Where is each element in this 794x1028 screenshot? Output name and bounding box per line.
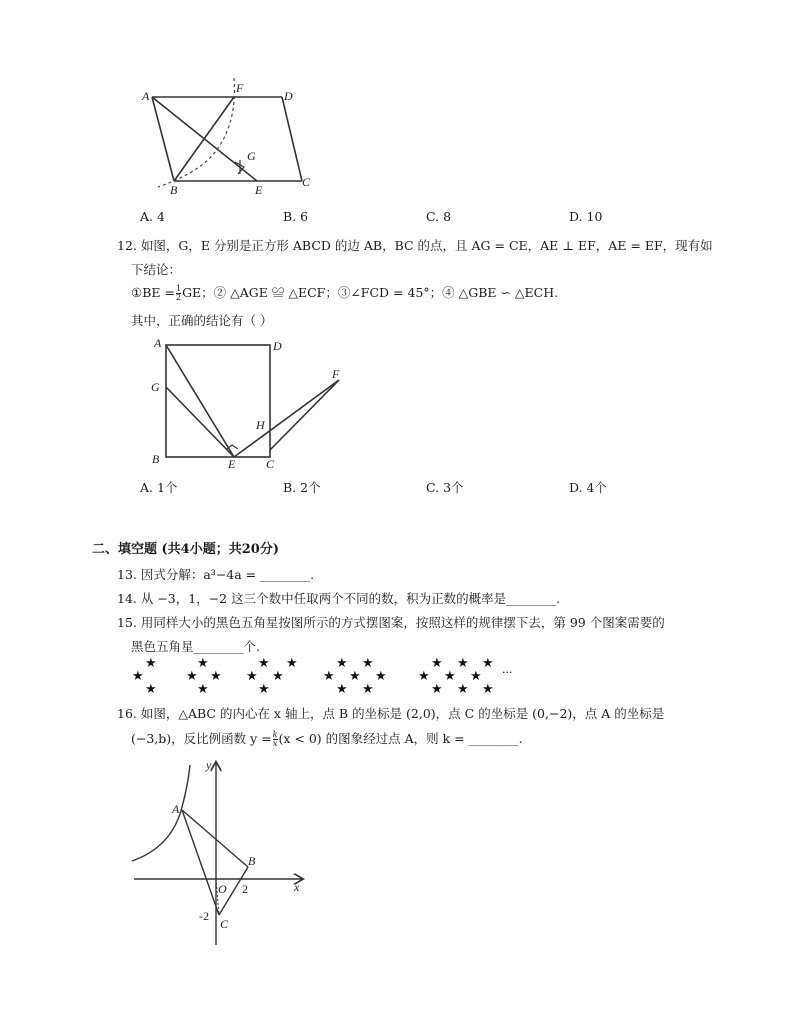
tick-2: 2: [242, 882, 248, 896]
q12-option-a: A. 1个: [140, 480, 178, 495]
label-A: A: [154, 336, 162, 350]
label-F: F: [332, 367, 340, 381]
q14-text: 14. 从 −3，1，−2 这三个数中任取两个不同的数，积为正数的概率是________.: [117, 591, 561, 606]
ellipsis: ···: [502, 666, 513, 679]
q15-line2: 黑色五角星________个.: [131, 639, 260, 654]
star-icon: ★: [336, 656, 348, 671]
q16-line2-b: (x < 0) 的图象经过点 A，则 k = ________.: [278, 731, 523, 746]
label-D: D: [284, 89, 293, 103]
star-icon: ★: [362, 682, 374, 697]
frac-num: 1: [175, 284, 182, 293]
q16-line1: 16. 如图，△ABC 的内心在 x 轴上，点 B 的坐标是 (2,0)，点 C 的坐标是 (0,−2)，点 A 的坐标是: [117, 706, 665, 721]
q12-line1: 12. 如图，G，E 分别是正方形 ABCD 的边 AB，BC 的点，且 AG = CE，AE ⊥ EF，AE = EF，现有如: [117, 238, 713, 253]
section-heading: 二、填空题 (共4小题；共20分): [92, 542, 279, 557]
star-icon: ★: [431, 682, 443, 697]
star-icon: ★: [286, 656, 298, 671]
label-B: B: [170, 183, 178, 197]
q12-line4: 其中，正确的结论有（ ）: [131, 313, 273, 328]
frac-den: x: [272, 739, 278, 748]
label-B: B: [248, 854, 256, 868]
star-icon: ★: [132, 669, 144, 684]
label-x-axis: x: [294, 880, 300, 894]
label-G: G: [247, 149, 256, 163]
star-icon: ★: [470, 669, 482, 684]
coordinate-figure: [122, 755, 322, 955]
label-C: C: [220, 917, 229, 931]
label-y-axis: y: [206, 758, 212, 772]
q11-option-d: D. 10: [569, 209, 603, 224]
star-icon: ★: [186, 669, 198, 684]
star-icon: ★: [258, 656, 270, 671]
label-E: E: [255, 183, 263, 197]
label-G: G: [151, 380, 160, 394]
label-C: C: [266, 457, 275, 470]
star-icon: ★: [145, 682, 157, 697]
star-icon: ★: [457, 656, 469, 671]
q11-option-b: B. 6: [283, 209, 309, 224]
q12-option-d: D. 4个: [569, 480, 607, 495]
star-icon: ★: [482, 656, 494, 671]
star-icon: ★: [362, 656, 374, 671]
q16-line2-a: (−3,b)，反比例函数 y =: [131, 731, 272, 746]
q13-text: 13. 因式分解：a³−4a = ________.: [117, 567, 315, 582]
q12-option-b: B. 2个: [283, 480, 321, 495]
star-icon: ★: [272, 669, 284, 684]
label-H: H: [256, 418, 265, 432]
star-icon: ★: [431, 656, 443, 671]
q15-line1: 15. 用同样大小的黑色五角星按图所示的方式摆图案，按照这样的规律摆下去，第 99 个图案需要的: [117, 615, 665, 630]
star-icon: ★: [323, 669, 335, 684]
label-B: B: [152, 452, 160, 466]
q12-option-c: C. 3个: [426, 480, 464, 495]
label-O: O: [218, 882, 227, 896]
star-icon: ★: [349, 669, 361, 684]
star-icon: ★: [336, 682, 348, 697]
tick-neg2: -2: [199, 909, 209, 923]
star-icon: ★: [457, 682, 469, 697]
label-D: D: [273, 339, 282, 353]
star-icon: ★: [418, 669, 430, 684]
label-F: F: [236, 81, 244, 95]
star-icon: ★: [258, 682, 270, 697]
k-over-x-fraction: [273, 731, 278, 748]
label-A: A: [172, 802, 180, 816]
star-icon: ★: [210, 669, 222, 684]
q16-line2: [131, 729, 523, 748]
label-A: A: [142, 89, 150, 103]
frac-num: k: [272, 730, 278, 739]
star-icon: ★: [145, 656, 157, 671]
q11-option-a: A. 4: [140, 209, 165, 224]
star-icon: ★: [197, 656, 209, 671]
q12-conclusion-1a: ①BE =: [131, 285, 175, 300]
star-icon: ★: [482, 682, 494, 697]
star-icon: ★: [246, 669, 258, 684]
q12-line2: 下结论：: [131, 262, 182, 277]
q12-conclusion-1b: GE；② △AGE ≌ △ECF；③∠FCD = 45°；④ △GBE ∽ △ECH.: [182, 285, 559, 300]
label-E: E: [228, 457, 236, 470]
star-icon: ★: [444, 669, 456, 684]
label-C: C: [302, 175, 311, 189]
frac-den: 2: [175, 293, 182, 302]
q11-option-c: C. 8: [426, 209, 452, 224]
star-icon: ★: [375, 669, 387, 684]
star-icon: ★: [197, 682, 209, 697]
